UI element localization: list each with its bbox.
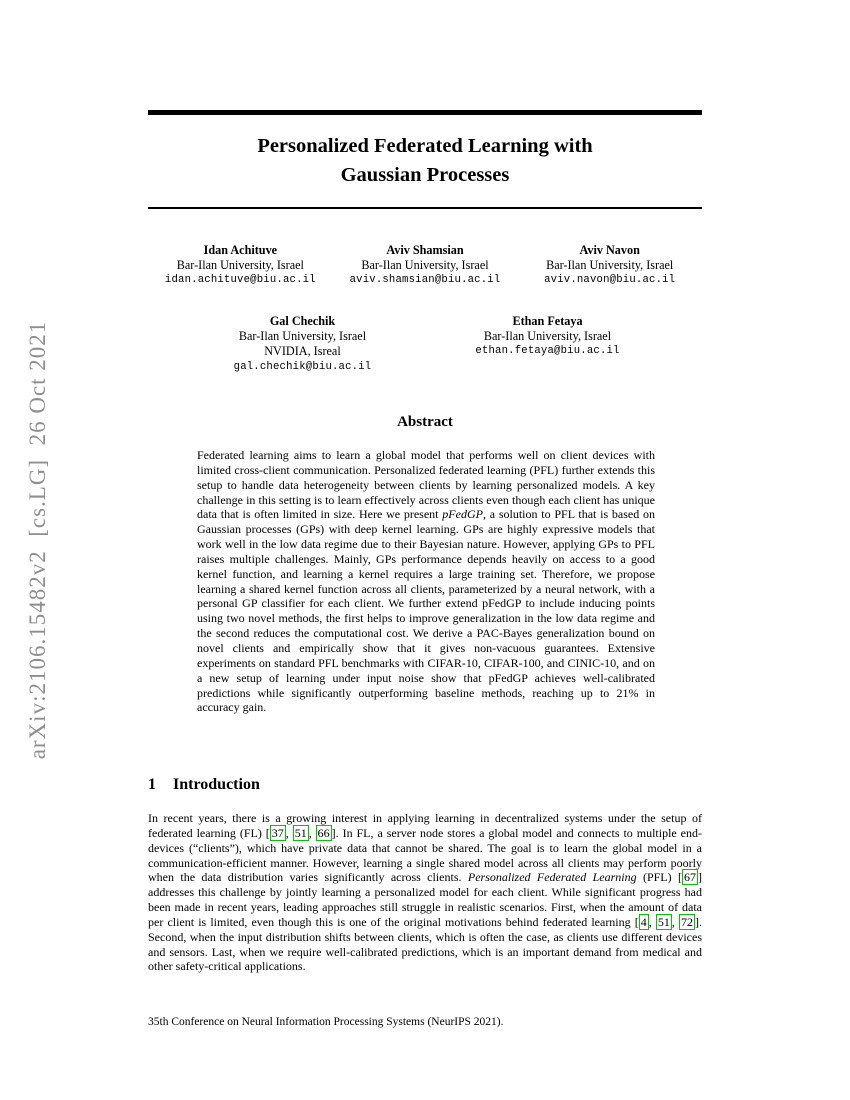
author-name: Aviv Shamsian [386, 243, 464, 257]
citation-link-66[interactable]: 66 [317, 825, 330, 840]
citation-separator: , [285, 825, 293, 840]
author-affiliation: Bar-Ilan University, Israel [176, 258, 304, 273]
intro-segment: (PFL) [ [636, 870, 682, 885]
abstract-segment: Federated learning aims to learn a global model that performs well on client devices with limited cross-client communication. Personalized federated learning (PFL) further extends this setup to handle data heterogeneity between clients by learning personalized models. A key challenge in this setting is to learn effectively across clients even though each client has unique data that is often limited in size. Here we present [197, 448, 655, 522]
citation-separator: , [648, 914, 656, 929]
author-name: Gal Chechik [269, 314, 336, 328]
section-heading-introduction [148, 776, 260, 794]
author-ethan-fetaya [425, 314, 670, 375]
pfl-term: Personalized Federated Learning [467, 870, 637, 885]
author-affiliation: Bar-Ilan University, Israel [238, 329, 367, 344]
title-rule-top [148, 110, 702, 115]
author-affiliation: Bar-Ilan University, Israel [483, 329, 612, 344]
author-aviv-shamsian [333, 243, 518, 289]
authors-row-2 [148, 314, 702, 375]
paper-title-line2: Gaussian Processes [340, 164, 510, 186]
intro-segment: ]. Second, when the input distribution shifts between clients, which is often the case, as clients use different devices and sensors. Last, when we require well-calibrated predictions, which is an important demand from medical and other safety-critical applications. [148, 914, 703, 974]
citation-link-37[interactable]: 37 [271, 825, 284, 840]
section-title: Introduction [173, 776, 260, 793]
author-affiliation: Bar-Ilan University, Israel [546, 258, 674, 273]
intro-segment: In recent years, there is a growing interest in applying learning in decentralized systems under the setup of federated learning (FL) [ [148, 811, 702, 840]
intro-segment: ]. In FL, a server node stores a global model and connects to multiple end-devices (“clients”), which have private data that cannot be shared. The goal is to learn the global model in a communication-efficient manner. However, learning a single shared model across all clients may perform poorly when the data distribution varies significantly across clients. [148, 825, 702, 885]
author-name: Idan Achituve [203, 243, 278, 257]
paper-title [148, 132, 702, 190]
authors-row-1 [148, 243, 702, 289]
author-email: aviv.navon@biu.ac.il [544, 274, 676, 287]
author-affiliation: NVIDIA, Isreal [264, 344, 341, 359]
abstract-heading: Abstract [397, 414, 453, 430]
paper-title-line1: Personalized Federated Learning with [257, 135, 593, 157]
citation-link-72[interactable]: 72 [681, 914, 694, 929]
citation-link-51[interactable]: 51 [294, 825, 307, 840]
pfedgp-term: pFedGP [442, 507, 483, 522]
author-gal-chechik [180, 314, 425, 375]
author-idan-achituve [148, 243, 333, 289]
abstract-segment: , a solution to PFL that is based on Gaussian processes (GPs) with deep kernel learning. GPs are highly expressive models that work well in the low data regime due to their Bayesian nature. However, applying GPs to PFL raises multiple challenges. Mainly, GPs performance depends heavily on access to a good kernel function, and learning a kernel requires a large training set. Therefore, we propose learning a shared kernel function across all clients, parameterized by a neural network, with a personal GP classifier for each client. We further extend pFedGP to include inducing points using two novel methods, the first helps to improve generalization in the low data regime and the second reduces the computational cost. We derive a PAC-Bayes generalization bound on novel clients and empirically show that it gives non-vacuous guarantees. Extensive experiments on standard PFL benchmarks with CIFAR-10, CIFAR-100, and CINIC-10, and on a new setup of learning under input noise show that pFedGP achieves well-calibrated predictions while significantly outperforming baseline methods, reaching up to 21% in accuracy gain. [197, 507, 655, 715]
citation-link-67[interactable]: 67 [684, 870, 696, 885]
author-affiliation: Bar-Ilan University, Israel [361, 258, 489, 273]
citation-separator: , [308, 825, 316, 840]
author-email: gal.chechik@biu.ac.il [233, 360, 372, 373]
conference-footnote: 35th Conference on Neural Information Processing Systems (NeurIPS 2021). [148, 1016, 504, 1028]
author-name: Aviv Navon [579, 243, 640, 257]
intro-paragraph [148, 811, 702, 974]
author-aviv-navon [517, 243, 702, 289]
author-email: idan.achituve@biu.ac.il [164, 274, 316, 287]
author-name: Ethan Fetaya [512, 314, 583, 328]
title-rule-bottom [148, 207, 702, 209]
author-email: ethan.fetaya@biu.ac.il [475, 345, 620, 358]
citation-link-51b[interactable]: 51 [657, 914, 670, 929]
arxiv-watermark: arXiv:2106.15482v2 [cs.LG] 26 Oct 2021 [25, 320, 50, 760]
citation-separator: , [671, 914, 680, 929]
author-email: aviv.shamsian@biu.ac.il [349, 274, 501, 287]
abstract-text [197, 448, 655, 715]
intro-segment: ] addresses this challenge by jointly learning a personalized model for each client. While significant progress had been made in recent years, leading approaches still struggle in realistic scenarios. First, when the amount of data per client is limited, even though this is one of the original motivations behind federated learning [ [148, 870, 702, 929]
section-number: 1 [148, 776, 156, 793]
citation-link-4[interactable]: 4 [640, 914, 647, 929]
